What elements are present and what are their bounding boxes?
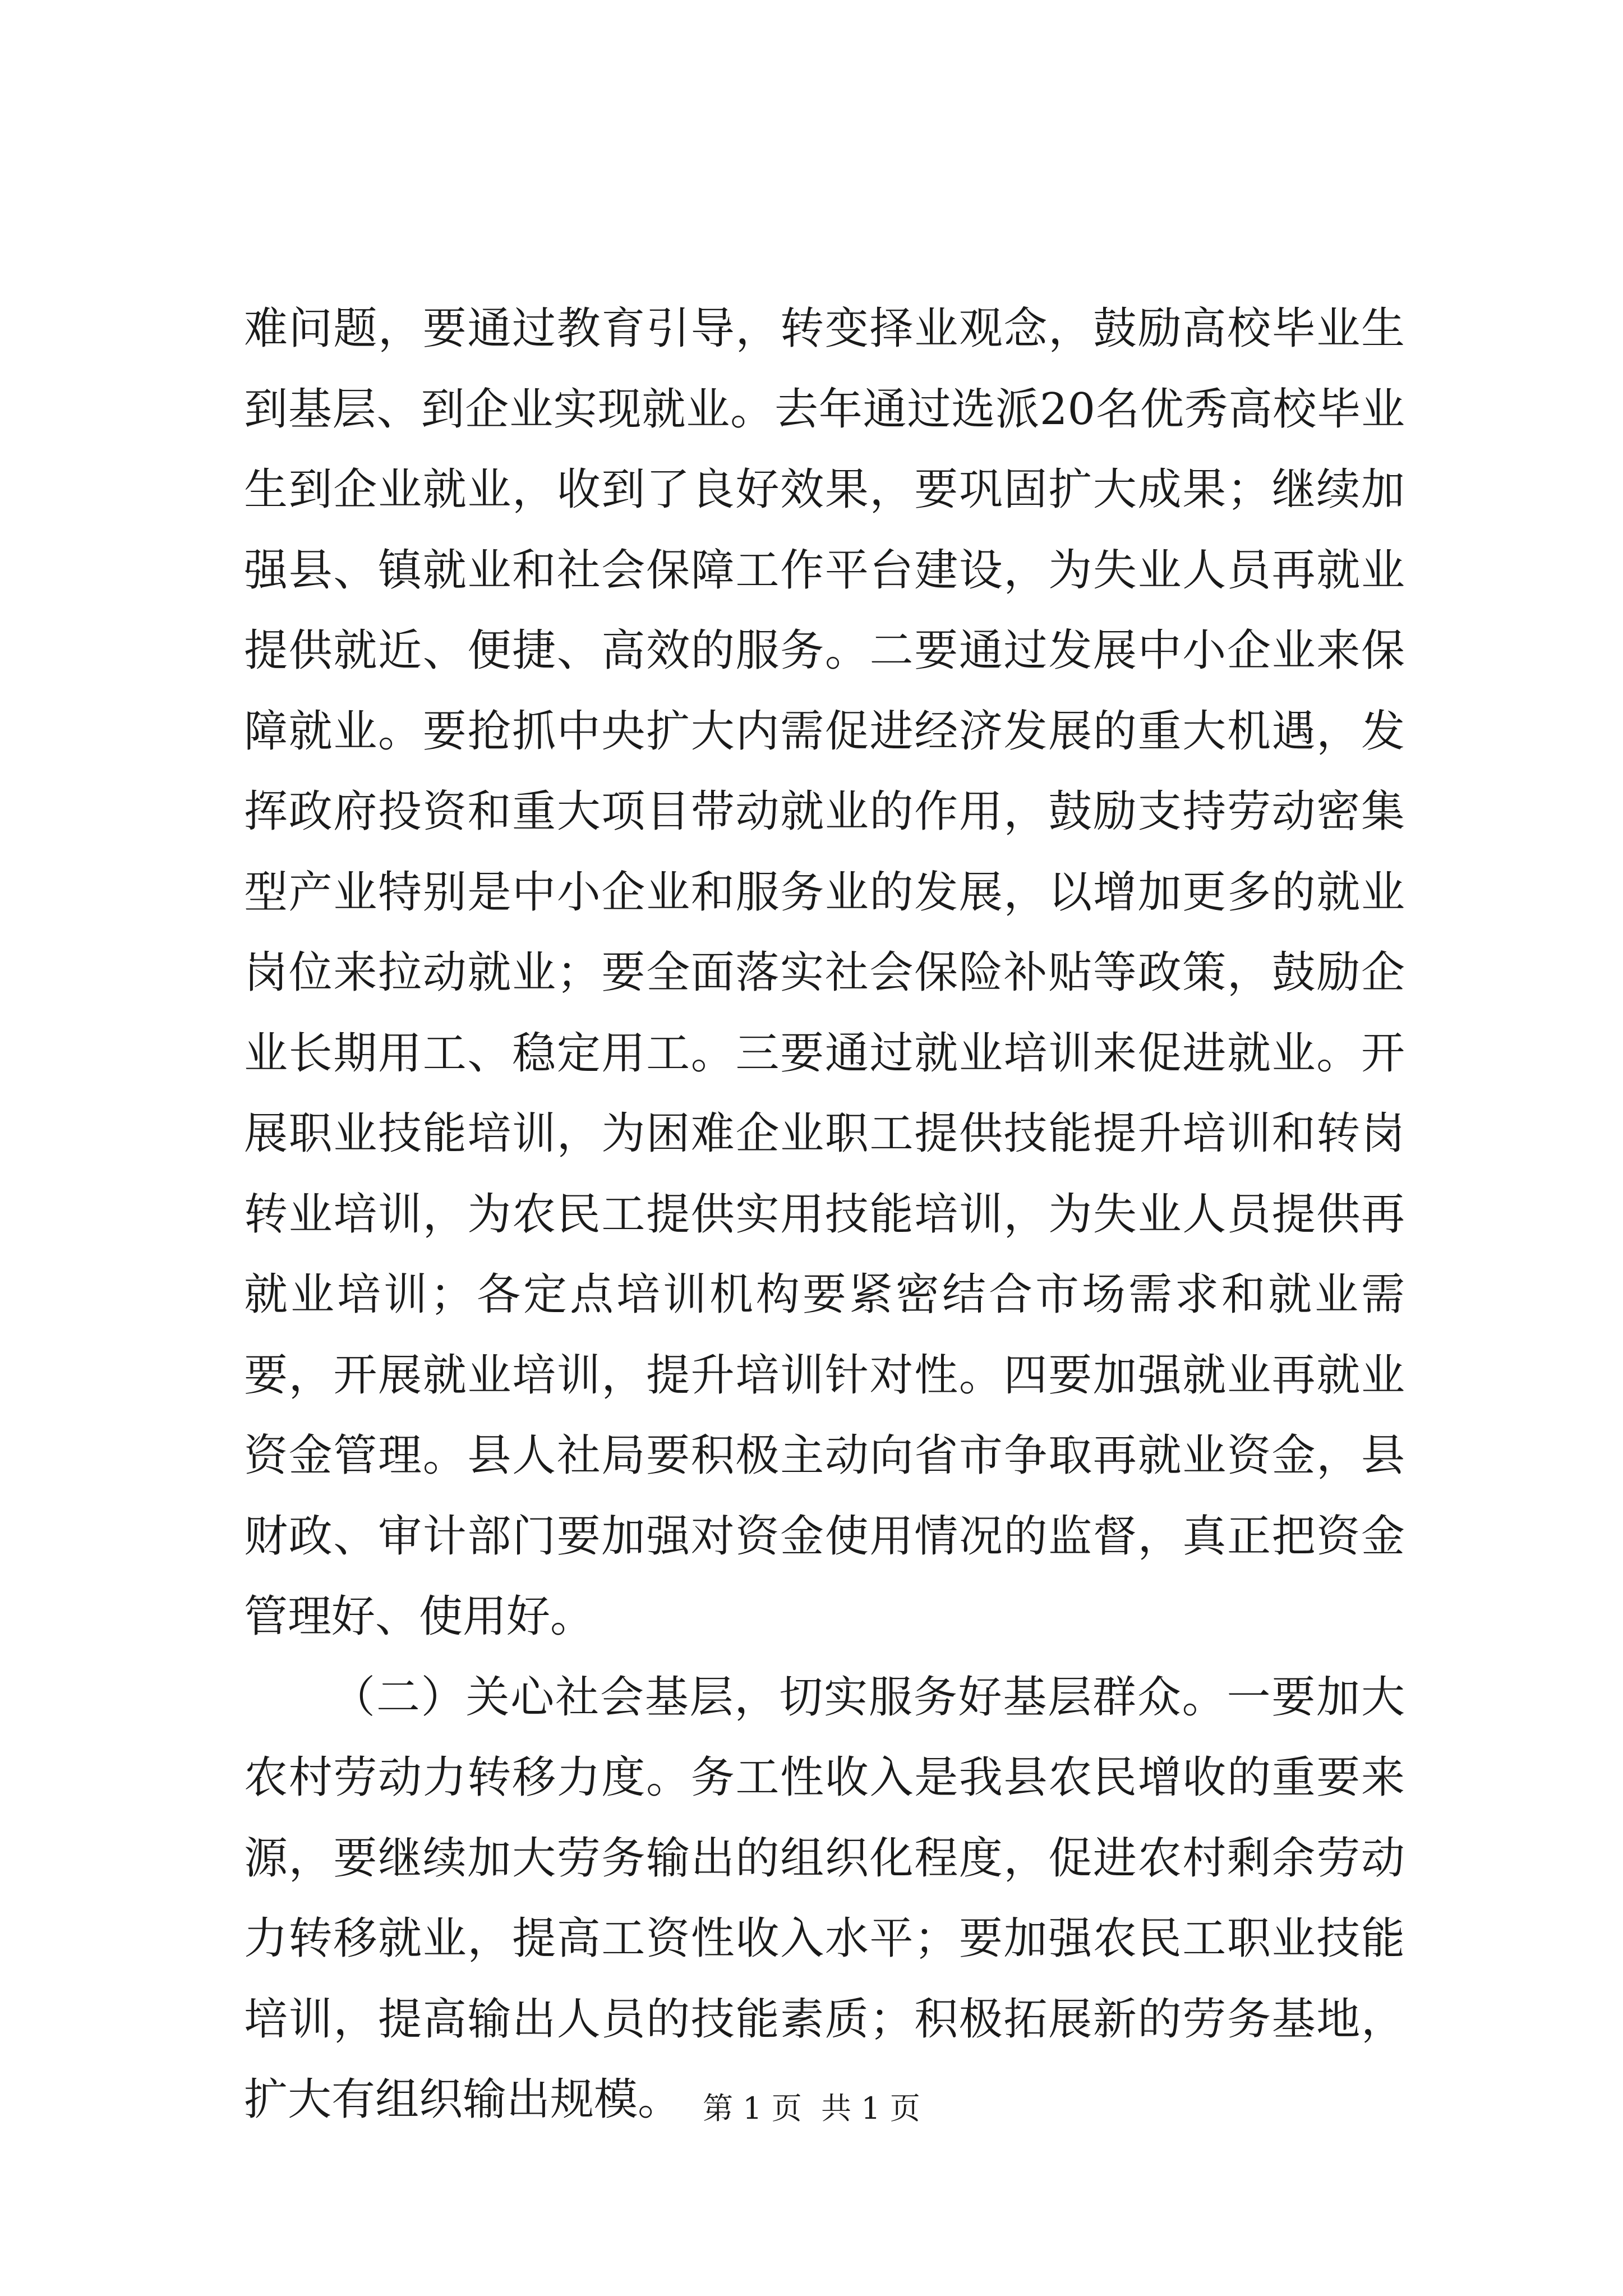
document-body	[244, 289, 1405, 2141]
paragraph-serve-grassroots: （二）关心社会基层，切实服务好基层群众。一要加大农村劳动力转移力度。务工性收入是我县农民增收的重要来源，要继续加大劳务输出的组织化程度，促进农村剩余劳动力转移就业，提高工资性收入水平；要加强农民工职业技能培训，提高输出人员的技能素质；积极拓展新的劳务基地，扩大有组织输出规模。	[244, 1672, 1405, 2125]
paragraph-employment-measures: 难问题，要通过教育引导，转变择业观念，鼓励高校毕业生到基层、到企业实现就业。去年通过选派20名优秀高校毕业生到企业就业，收到了良好效果，要巩固扩大成果；继续加强县、镇就业和社会保障工作平台建设，为失业人员再就业提供就近、便捷、高效的服务。二要通过发展中小企业来保障就业。要抢抓中央扩大内需促进经济发展的重大机遇，发挥政府投资和重大项目带动就业的作用，鼓励支持劳动密集型产业特别是中小企业和服务业的发展，以增加更多的就业岗位来拉动就业；要全面落实社会保险补贴等政策，鼓励企业长期用工、稳定用工。三要通过就业培训来促进就业。开展职业技能培训，为困难企业职工提供技能提升培训和转岗转业培训，为农民工提供实用技能培训，为失业人员提供再就业培训；各定点培训机构要紧密结合市场需求和就业需要，开展就业培训，提升培训针对性。四要加强就业再就业资金管理。县人社局要积极主动向省市争取再就业资金，县财政、审计部门要加强对资金使用情况的监督，真正把资金管理好、使用好。	[244, 303, 1405, 1642]
page-footer: 第 1 页 共 1 页	[703, 2091, 920, 2126]
